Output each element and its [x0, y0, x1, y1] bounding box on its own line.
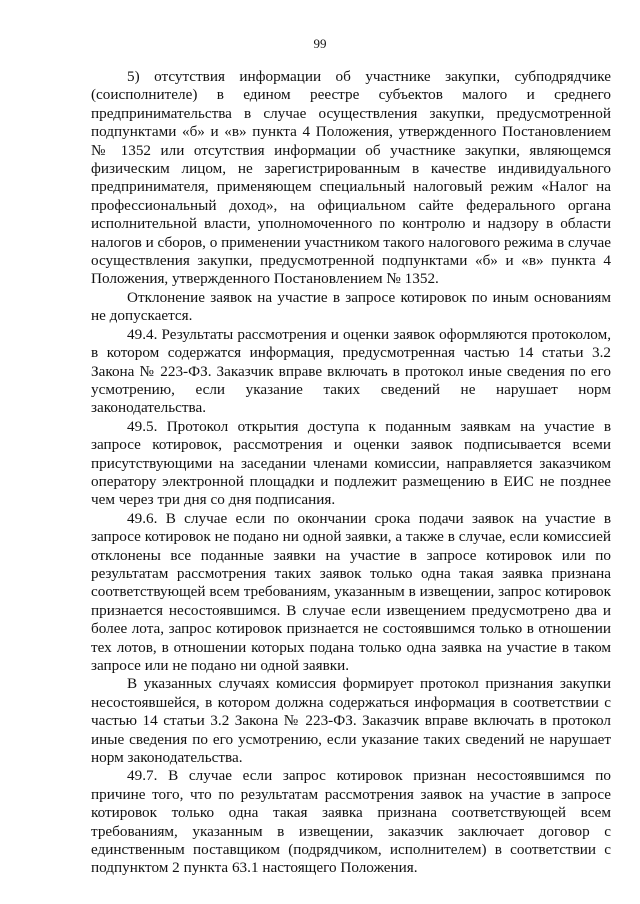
- paragraph-49-5: 49.5. Протокол открытия доступа к поданным заявкам на участие в запросе котировок, рассмотрения и оценки заявок подписывается всеми присутствующими на заседании членами комиссии, направляется заказчиком оператору электронной площадки и подлежит размещению в ЕИС не позднее чем через три дня со дня подписания.: [91, 417, 611, 509]
- paragraph-49-6: 49.6. В случае если по окончании срока подачи заявок на участие в запросе котировок не подано ни одной заявки, а также в случае, если комиссией отклонены все поданные заявки на участие в запросе котировок или по результатам рассмотрения таких заявок только одна такая заявка признана соответствующей всем требованиям, указанным в извещении, запрос котировок признается несостоявшимся. В случае если извещением предусмотрено два и более лота, запрос котировок признается не состоявшимся только в отношении тех лотов, в отношении которых подана только одна заявка на участие в таком запросе или не подано ни одной заявки.: [91, 509, 611, 674]
- paragraph-49-7: 49.7. В случае если запрос котировок признан несостоявшимся по причине того, что по результатам рассмотрения заявок на участие в запросе котировок только одна такая заявка признана соответствующей всем требованиям, указанным в извещении, заказчик заключает договор с единственным поставщиком (подрядчиком, исполнителем) в соответствии с подпунктом 2 пункта 63.1 настоящего Положения.: [91, 767, 611, 877]
- paragraph-rejection-other-grounds: Отклонение заявок на участие в запросе котировок по иным основаниям не допускается.: [91, 288, 611, 325]
- document-body: [91, 68, 611, 878]
- paragraph-item-5-absence-of-info: 5) отсутствия информации об участнике закупки, субподрядчике (соисполнителе) в едином реестре субъектов малого и среднего предпринимательства в случае осуществления закупки, предусмотренной подпунктами «б» и «в» пункта 4 Положения, утвержденного Постановлением № 1352 или отсутствия информации об участнике закупки, являющемся физическим лицом, не зарегистрированным в качестве индивидуального предпринимателя, применяющем специальный налоговый режим «Налог на профессиональный доход», на официальном сайте федерального органа исполнительной власти, уполномоченного по контролю и надзору в области налогов и сборов, о применении участником такого налогового режима в случае осуществления закупки, предусмотренной подпунктами «б» и «в» пункта 4 Положения, утвержденного Постановлением № 1352.: [91, 68, 611, 288]
- paragraph-49-4: 49.4. Результаты рассмотрения и оценки заявок оформляются протоколом, в котором содержатся информация, предусмотренная частью 14 статьи 3.2 Закона № 223-ФЗ. Заказчик вправе включать в протокол иные сведения по его усмотрению, если указание таких сведений не нарушает норм законодательства.: [91, 325, 611, 417]
- paragraph-failed-procurement-protocol: В указанных случаях комиссия формирует протокол признания закупки несостоявшейся, в котором должна содержаться информация в соответствии с частью 14 статьи 3.2 Закона № 223-ФЗ. Заказчик вправе включать в протокол иные сведения по его усмотрению, если указание таких сведений не нарушает норм законодательства.: [91, 675, 611, 767]
- page-number: 99: [313, 36, 327, 51]
